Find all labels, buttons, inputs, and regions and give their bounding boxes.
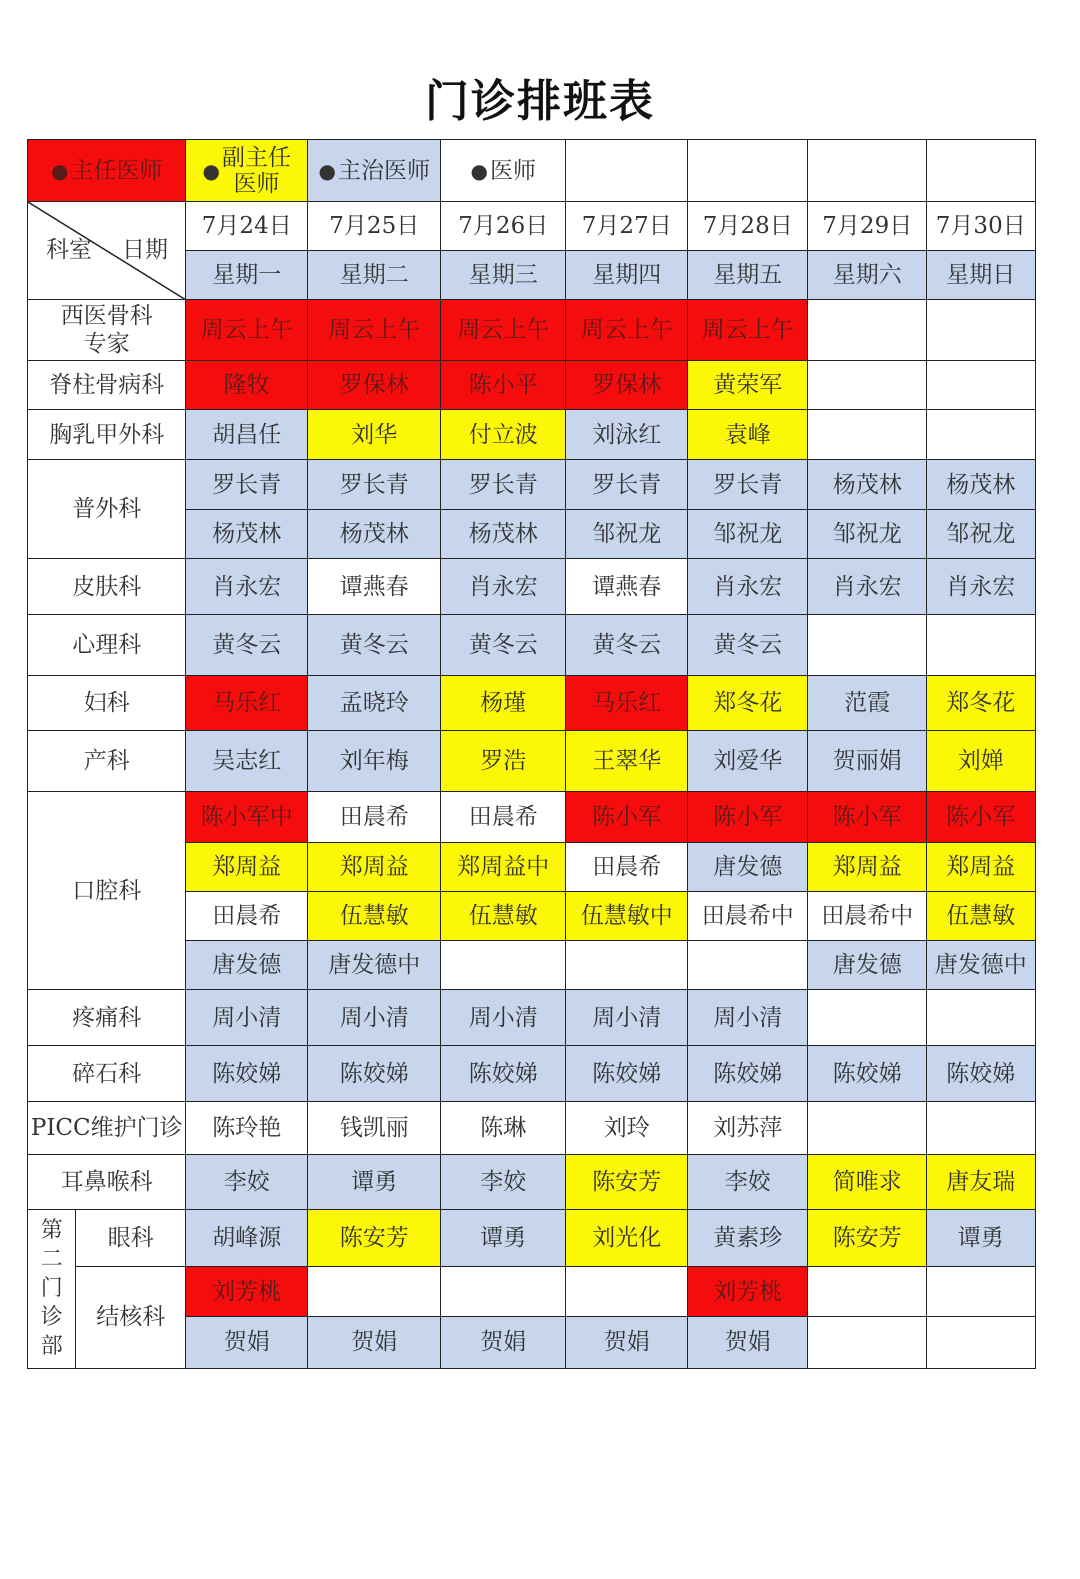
schedule-cell: 周云上午 [565, 299, 689, 362]
schedule-cell: 胡昌任 [185, 409, 309, 461]
schedule-cell: 刘爱华 [687, 730, 809, 793]
schedule-cell: 唐发德中 [926, 940, 1036, 991]
schedule-cell: 郑周益 [185, 842, 309, 893]
schedule-cell: 周云上午 [687, 299, 809, 362]
schedule-cell: 陈姣娣 [565, 1045, 689, 1103]
schedule-cell: 袁峰 [687, 409, 809, 461]
schedule-cell: 黄冬云 [185, 614, 309, 677]
schedule-cell: 罗长青 [440, 459, 567, 511]
schedule-cell [565, 1266, 689, 1318]
legend-label: 医师 [489, 157, 536, 184]
schedule-cell: 陈姣娣 [440, 1045, 567, 1103]
schedule-cell [807, 614, 928, 677]
schedule-cell: 伍慧敏 [307, 891, 442, 942]
schedule-cell [926, 1266, 1036, 1318]
schedule-cell [807, 1316, 928, 1369]
schedule-cell: 谭燕春 [565, 558, 689, 616]
schedule-cell: 刘婵 [926, 730, 1036, 793]
schedule-cell: 陈小平 [440, 360, 567, 411]
schedule-cell: 李姣 [185, 1154, 309, 1211]
legend-empty-cell [807, 139, 928, 203]
schedule-cell: 陈安芳 [565, 1154, 689, 1211]
schedule-cell: 刘光化 [565, 1209, 689, 1268]
schedule-cell: 邹祝龙 [926, 509, 1036, 560]
schedule-cell: 谭勇 [440, 1209, 567, 1268]
department-name: 产科 [27, 730, 187, 793]
weekday-header: 星期一 [185, 250, 309, 301]
date-header: 7月27日 [565, 201, 689, 252]
schedule-cell: 罗长青 [307, 459, 442, 511]
date-header: 7月28日 [687, 201, 809, 252]
schedule-cell: 陈姣娣 [687, 1045, 809, 1103]
weekday-header: 星期六 [807, 250, 928, 301]
schedule-cell: 陈姣娣 [307, 1045, 442, 1103]
schedule-cell: 陈姣娣 [926, 1045, 1036, 1103]
schedule-cell: 贺娟 [307, 1316, 442, 1369]
second-dept-group-label: 第 二 门 诊 部 [27, 1209, 77, 1369]
schedule-cell: 罗长青 [687, 459, 809, 511]
schedule-cell: 田晨希中 [687, 891, 809, 942]
schedule-cell: 简唯求 [807, 1154, 928, 1211]
department-name: 西医骨科 专家 [27, 299, 187, 362]
schedule-cell: 郑周益 [307, 842, 442, 893]
legend-label: 副主任 医师 [221, 144, 291, 197]
schedule-cell: 周云上午 [440, 299, 567, 362]
department-name: 碎石科 [27, 1045, 187, 1103]
schedule-cell [926, 1101, 1036, 1156]
weekday-header: 星期二 [307, 250, 442, 301]
department-name: 脊柱骨病科 [27, 360, 187, 411]
schedule-cell: 黄荣军 [687, 360, 809, 411]
legend-dot-icon: ● [51, 158, 69, 183]
schedule-cell: 罗长青 [565, 459, 689, 511]
schedule-cell: 杨茂林 [185, 509, 309, 560]
schedule-cell: 唐发德 [185, 940, 309, 991]
schedule-cell [926, 614, 1036, 677]
department-name: 眼科 [75, 1209, 187, 1268]
schedule-cell [926, 989, 1036, 1047]
schedule-cell: 刘芳桃 [687, 1266, 809, 1318]
schedule-cell: 邹祝龙 [807, 509, 928, 560]
legend-item [440, 139, 567, 203]
legend-dot-icon: ● [318, 158, 336, 183]
schedule-cell: 周云上午 [185, 299, 309, 362]
legend-dot-icon: ● [470, 158, 488, 183]
schedule-cell: 肖永宏 [926, 558, 1036, 616]
schedule-cell: 刘年梅 [307, 730, 442, 793]
schedule-cell: 马乐红 [185, 675, 309, 732]
schedule-cell [307, 1266, 442, 1318]
legend-label: 主任医师 [70, 157, 163, 184]
date-header: 7月29日 [807, 201, 928, 252]
weekday-header: 星期日 [926, 250, 1036, 301]
date-header: 7月30日 [926, 201, 1036, 252]
schedule-cell: 罗保林 [307, 360, 442, 411]
schedule-cell: 肖永宏 [185, 558, 309, 616]
schedule-cell [807, 360, 928, 411]
schedule-cell: 邹祝龙 [687, 509, 809, 560]
schedule-cell: 郑周益 [926, 842, 1036, 893]
schedule-cell: 肖永宏 [687, 558, 809, 616]
legend-empty-cell [565, 139, 689, 203]
schedule-cell [440, 940, 567, 991]
schedule-cell: 谭勇 [926, 1209, 1036, 1268]
date-header: 7月26日 [440, 201, 567, 252]
schedule-cell [687, 940, 809, 991]
schedule-cell: 肖永宏 [807, 558, 928, 616]
department-name: 疼痛科 [27, 989, 187, 1047]
schedule-cell: 陈小军中 [185, 791, 309, 844]
department-name: 皮肤科 [27, 558, 187, 616]
department-name: 口腔科 [27, 791, 187, 991]
schedule-cell: 杨茂林 [440, 509, 567, 560]
schedule-cell: 田晨希 [185, 891, 309, 942]
legend-dot-icon: ● [202, 158, 220, 183]
schedule-cell: 罗长青 [185, 459, 309, 511]
schedule-cell [807, 1266, 928, 1318]
schedule-cell [926, 409, 1036, 461]
schedule-cell [926, 1316, 1036, 1369]
schedule-cell: 唐友瑞 [926, 1154, 1036, 1211]
schedule-cell: 谭勇 [307, 1154, 442, 1211]
schedule-cell [565, 940, 689, 991]
schedule-cell: 刘华 [307, 409, 442, 461]
department-name: 胸乳甲外科 [27, 409, 187, 461]
schedule-cell: 田晨希中 [807, 891, 928, 942]
schedule-cell: 周云上午 [307, 299, 442, 362]
schedule-cell: 陈姣娣 [807, 1045, 928, 1103]
schedule-cell: 陈姣娣 [185, 1045, 309, 1103]
schedule-cell: 谭燕春 [307, 558, 442, 616]
schedule-cell [926, 299, 1036, 362]
corner-header [27, 201, 187, 301]
weekday-header: 星期三 [440, 250, 567, 301]
schedule-cell: 伍慧敏 [440, 891, 567, 942]
schedule-cell: 周小清 [307, 989, 442, 1047]
schedule-cell: 李姣 [687, 1154, 809, 1211]
schedule-cell: 郑周益 [807, 842, 928, 893]
schedule-cell: 杨瑾 [440, 675, 567, 732]
schedule-cell: 郑冬花 [926, 675, 1036, 732]
schedule-cell: 黄冬云 [440, 614, 567, 677]
schedule-cell: 杨茂林 [307, 509, 442, 560]
schedule-cell: 隆牧 [185, 360, 309, 411]
schedule-cell [807, 989, 928, 1047]
schedule-cell: 陈小军 [807, 791, 928, 844]
schedule-cell [807, 299, 928, 362]
schedule-cell: 唐发德 [807, 940, 928, 991]
schedule-cell: 郑周益中 [440, 842, 567, 893]
schedule-cell: 陈安芳 [807, 1209, 928, 1268]
schedule-cell: 黄素珍 [687, 1209, 809, 1268]
date-header: 7月25日 [307, 201, 442, 252]
schedule-cell: 贺丽娟 [807, 730, 928, 793]
schedule-cell: 陈琳 [440, 1101, 567, 1156]
schedule-cell: 伍慧敏中 [565, 891, 689, 942]
weekday-header: 星期五 [687, 250, 809, 301]
legend-empty-cell [926, 139, 1036, 203]
schedule-cell: 周小清 [185, 989, 309, 1047]
schedule-cell [807, 409, 928, 461]
schedule-cell: 罗保林 [565, 360, 689, 411]
schedule-cell: 吴志红 [185, 730, 309, 793]
schedule-cell: 罗浩 [440, 730, 567, 793]
schedule-cell: 陈玲艳 [185, 1101, 309, 1156]
schedule-cell: 肖永宏 [440, 558, 567, 616]
legend-empty-cell [687, 139, 809, 203]
schedule-cell: 刘苏萍 [687, 1101, 809, 1156]
department-name: 心理科 [27, 614, 187, 677]
department-name: PICC维护门诊 [27, 1101, 187, 1156]
schedule-cell: 周小清 [565, 989, 689, 1047]
schedule-cell: 邹祝龙 [565, 509, 689, 560]
department-name: 普外科 [27, 459, 187, 560]
schedule-cell: 李姣 [440, 1154, 567, 1211]
schedule-cell [926, 360, 1036, 411]
schedule-cell: 孟晓玲 [307, 675, 442, 732]
schedule-cell: 刘玲 [565, 1101, 689, 1156]
schedule-cell: 唐发德 [687, 842, 809, 893]
schedule-cell: 杨茂林 [807, 459, 928, 511]
schedule-cell: 田晨希 [565, 842, 689, 893]
department-name: 耳鼻喉科 [27, 1154, 187, 1211]
schedule-cell: 陈安芳 [307, 1209, 442, 1268]
schedule-cell: 王翠华 [565, 730, 689, 793]
schedule-cell: 周小清 [440, 989, 567, 1047]
schedule-cell: 马乐红 [565, 675, 689, 732]
legend-item [307, 139, 442, 203]
corner-dept-label: 科室 [46, 237, 92, 263]
schedule-cell: 郑冬花 [687, 675, 809, 732]
schedule-cell: 钱凯丽 [307, 1101, 442, 1156]
schedule-cell: 陈小军 [687, 791, 809, 844]
schedule-cell: 杨茂林 [926, 459, 1036, 511]
schedule-cell: 刘芳桃 [185, 1266, 309, 1318]
schedule-cell: 贺娟 [185, 1316, 309, 1369]
department-name: 结核科 [75, 1266, 187, 1369]
schedule-cell: 伍慧敏 [926, 891, 1036, 942]
schedule-cell: 范霞 [807, 675, 928, 732]
schedule-cell: 贺娟 [440, 1316, 567, 1369]
schedule-cell: 陈小军 [926, 791, 1036, 844]
date-header: 7月24日 [185, 201, 309, 252]
schedule-cell: 黄冬云 [307, 614, 442, 677]
schedule-cell: 黄冬云 [687, 614, 809, 677]
schedule-cell: 田晨希 [307, 791, 442, 844]
page-title: 门诊排班表 [425, 76, 655, 127]
department-name: 妇科 [27, 675, 187, 732]
schedule-cell: 胡峰源 [185, 1209, 309, 1268]
schedule-cell: 周小清 [687, 989, 809, 1047]
schedule-cell: 陈小军 [565, 791, 689, 844]
schedule-cell [440, 1266, 567, 1318]
schedule-cell: 贺娟 [687, 1316, 809, 1369]
weekday-header: 星期四 [565, 250, 689, 301]
corner-date-label: 日期 [122, 237, 168, 263]
schedule-cell: 刘泳红 [565, 409, 689, 461]
legend-item [185, 139, 309, 203]
schedule-cell: 贺娟 [565, 1316, 689, 1369]
schedule-cell: 田晨希 [440, 791, 567, 844]
legend-label: 主治医师 [337, 157, 430, 184]
schedule-cell [807, 1101, 928, 1156]
schedule-cell: 黄冬云 [565, 614, 689, 677]
schedule-cell: 付立波 [440, 409, 567, 461]
schedule-cell: 唐发德中 [307, 940, 442, 991]
legend-item [27, 139, 187, 203]
